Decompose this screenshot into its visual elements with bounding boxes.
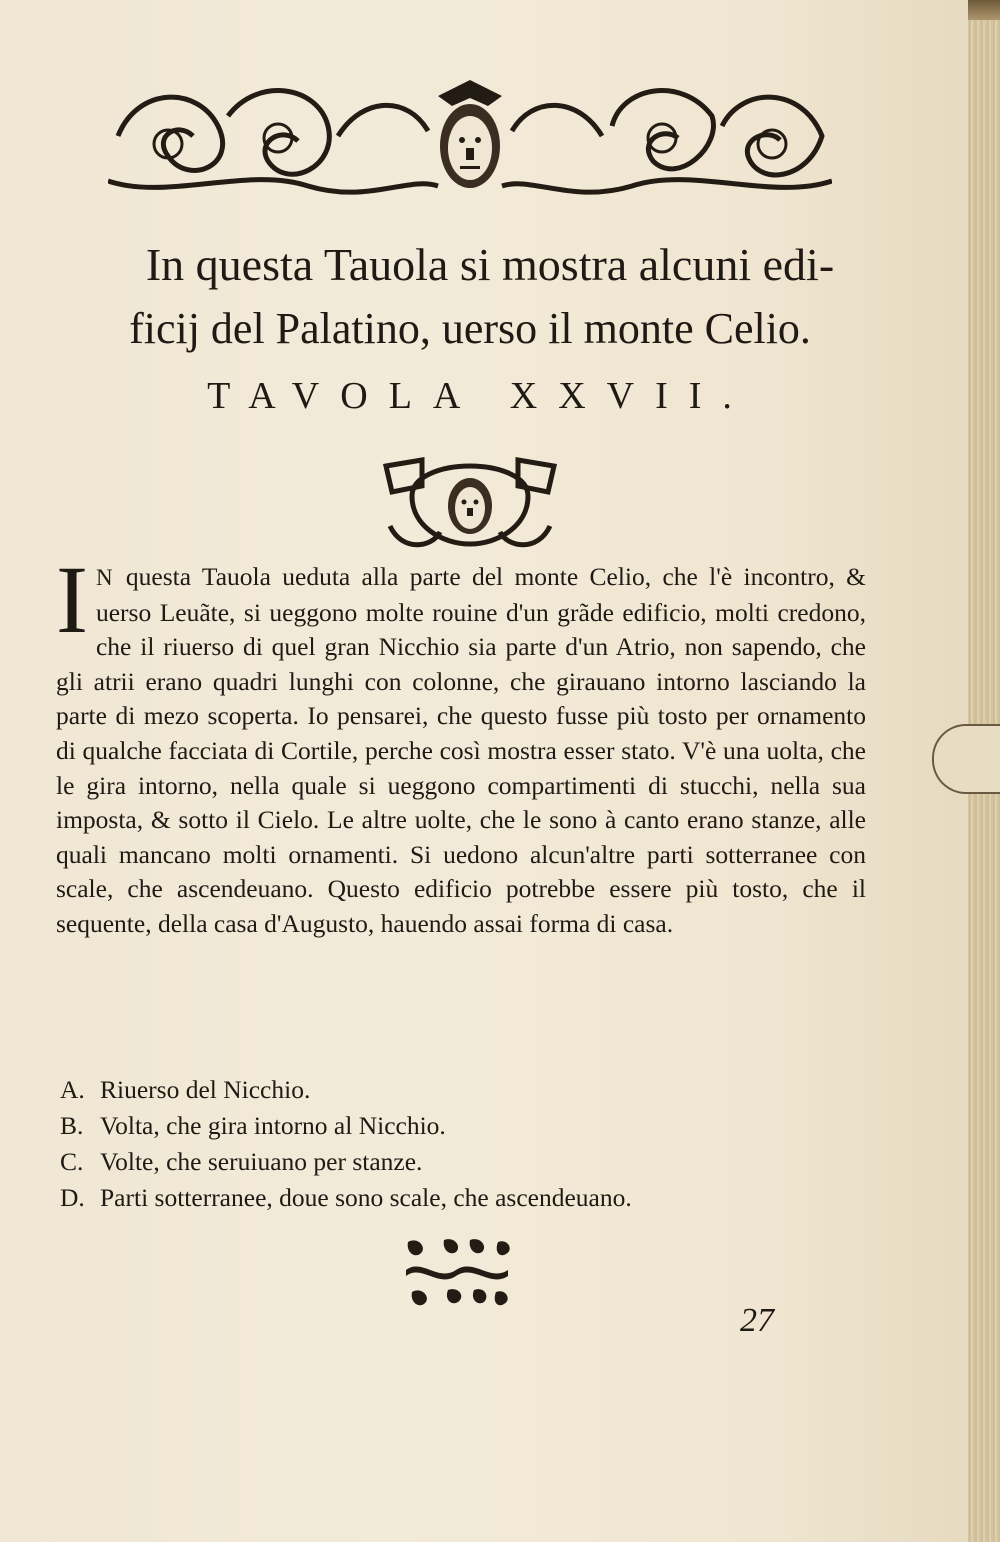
plate-heading: TAVOLA XXVII. xyxy=(207,375,753,417)
legend-key: A. xyxy=(60,1075,85,1104)
legend-list xyxy=(60,1072,800,1216)
page-title-line-2: ficij del Palatino, uerso il monte Celio. xyxy=(129,304,811,353)
legend-key: C. xyxy=(60,1147,84,1176)
legend-key: B. xyxy=(60,1111,84,1140)
legend-item xyxy=(60,1108,800,1144)
legend-text: Volta, che gira intorno al Nicchio. xyxy=(100,1111,446,1140)
page-number: 27 xyxy=(740,1302,774,1339)
body-text: questa Tauola ueduta alla parte del monte Celio, che l'è incontro, & uerso Leuãte, si ueggono molte rouine d'un grãde edificio, molti credono, che il riuerso di quel gran Nicchio sia parte d'un Atrio, non sapendo, che gli atrii erano quadri lunghi con colonne, che girauano intorno lasciando la parte di mezo scoperta. Io pensarei, che questo fusse più tosto per ornamento di qualche facciata di Cortile, perche così mostra esser stato. V'è una uolta, che le gira intorno, nella quale si ueggono compartimenti di stucchi, nella sua imposta, & sotto il Cielo. Le altre uolte, che le sono à canto erano stanze, alle quali mancano molti ornamenti. Si uedono alcun'altre parti sotterranee con scale, che ascendeuano. Questo edificio potrebbe essere più tosto, che il sequente, della casa d'Augusto, hauendo assai forma di casa. xyxy=(56,562,866,938)
fleuron-tailpiece-icon xyxy=(398,1236,516,1308)
drop-cap: I xyxy=(56,546,88,653)
legend-item xyxy=(60,1144,800,1180)
legend-item xyxy=(60,1072,800,1108)
page-title-line-1: In questa Tauola si mostra alcuni edi- xyxy=(145,239,835,290)
mask-cartouche-icon xyxy=(382,456,558,552)
first-word: N xyxy=(95,565,115,590)
legend-text: Volte, che seruiuano per stanze. xyxy=(100,1147,423,1176)
page-tab-marker xyxy=(932,724,1000,794)
legend-item xyxy=(60,1180,800,1216)
headpiece-ornament-icon xyxy=(108,76,832,204)
legend-key: D. xyxy=(60,1183,85,1212)
legend-text: Parti sotterranee, doue sono scale, che ascendeuano. xyxy=(100,1183,632,1212)
legend-text: Riuerso del Nicchio. xyxy=(100,1075,311,1104)
body-paragraph xyxy=(56,546,866,942)
